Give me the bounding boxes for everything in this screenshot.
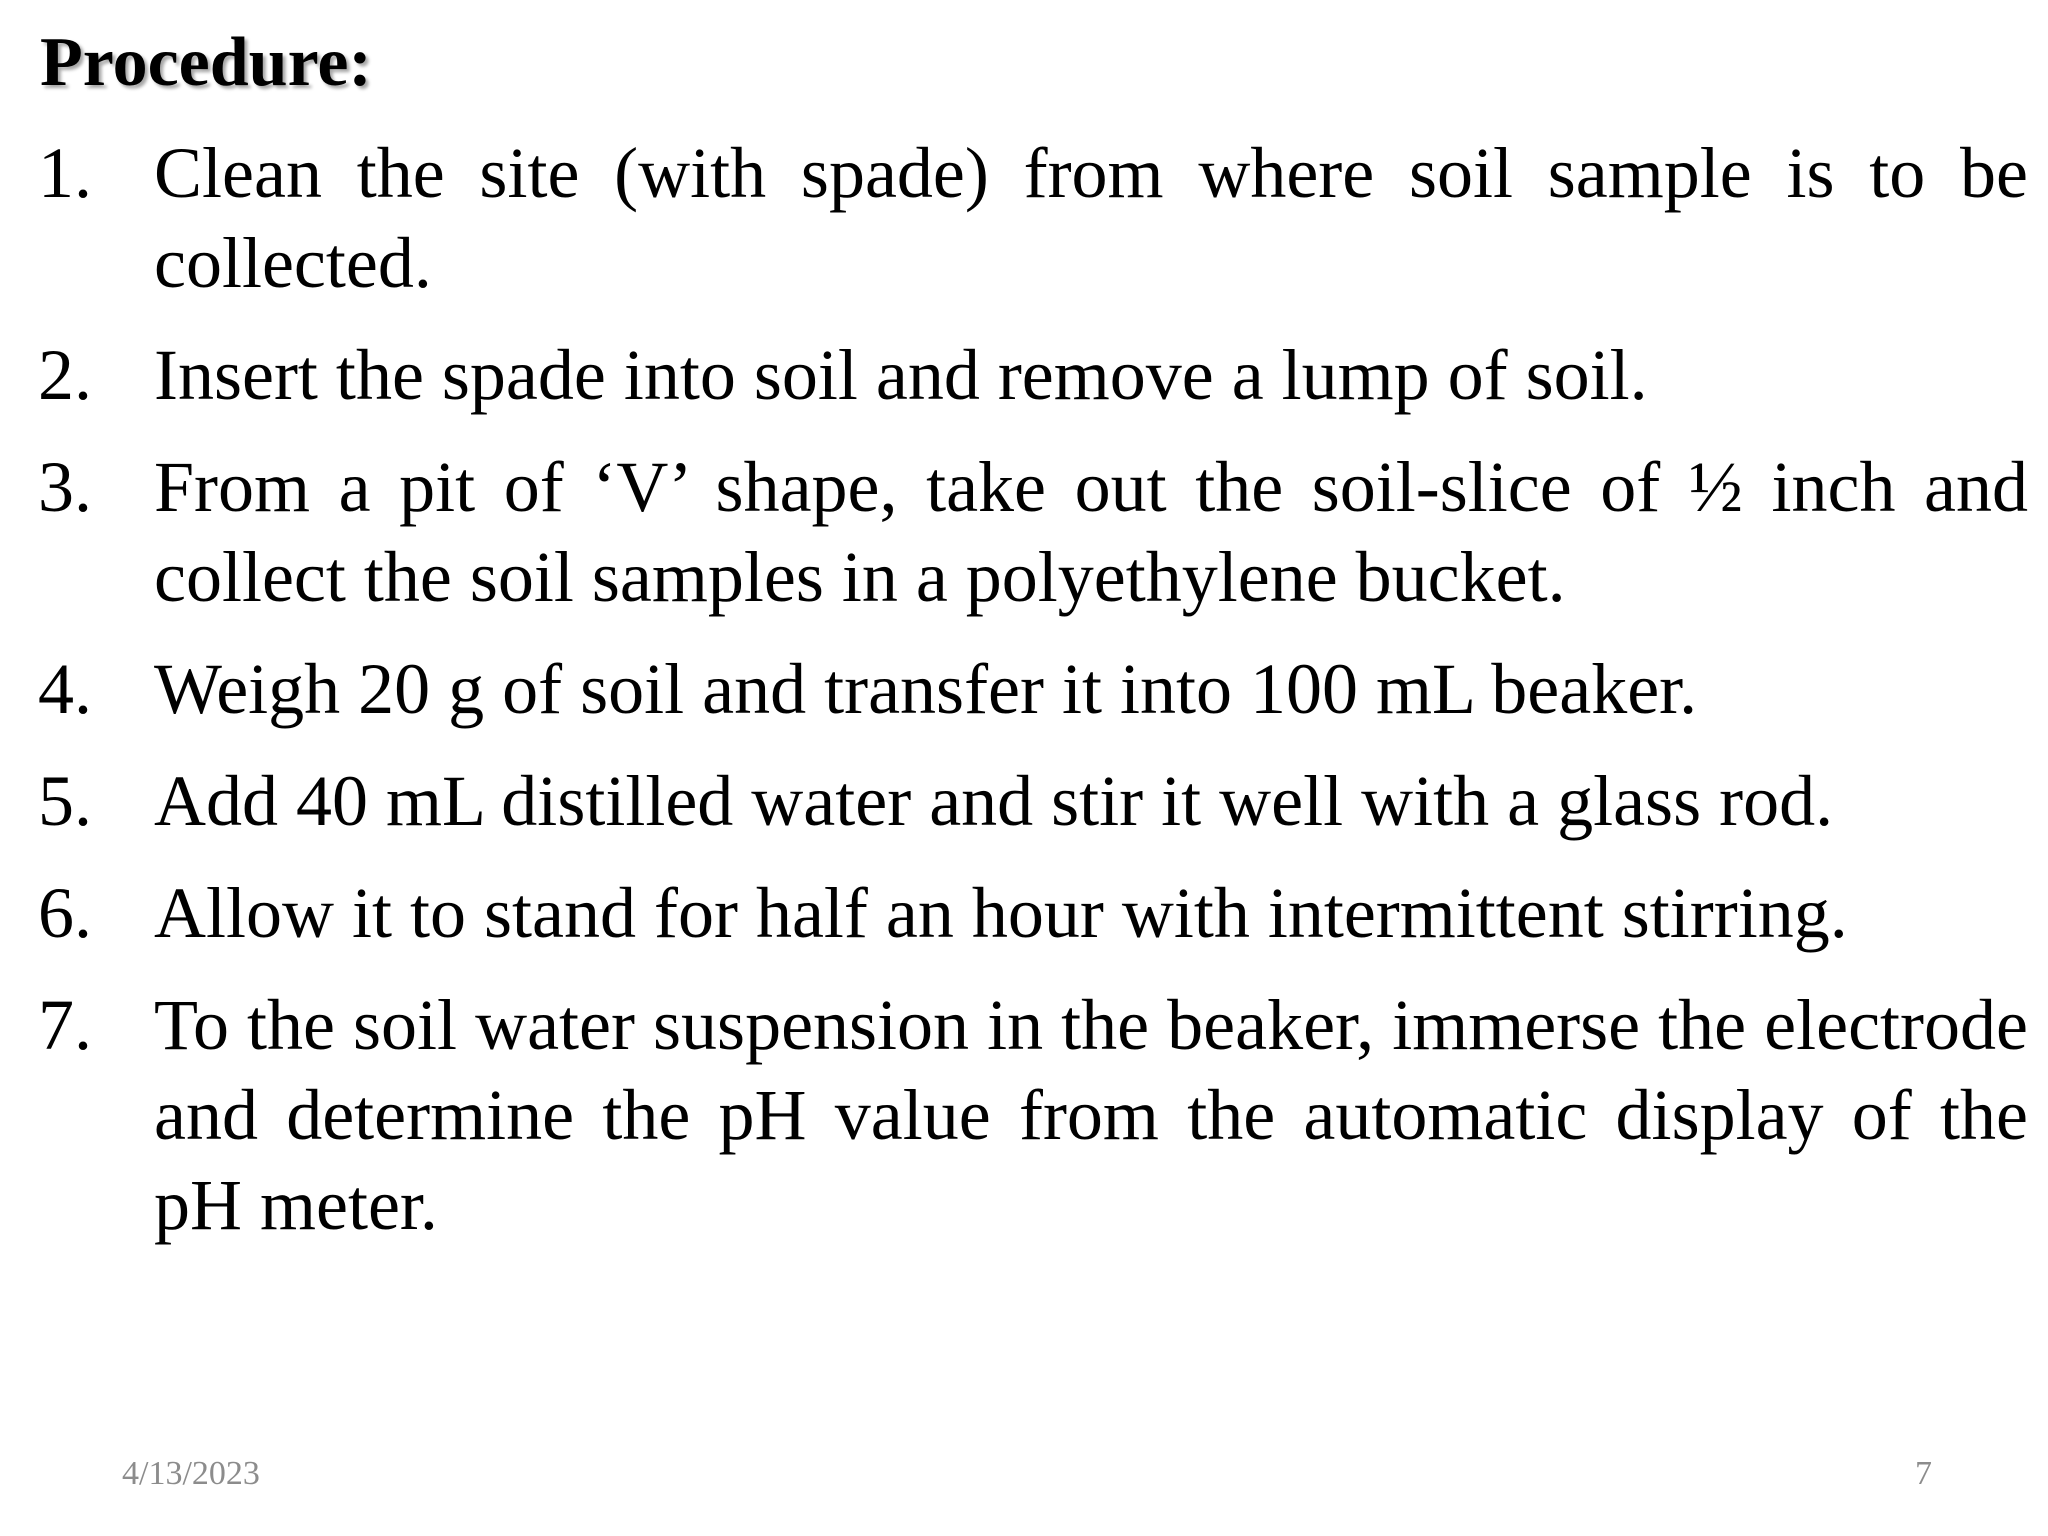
procedure-step-2 [38,330,2028,420]
step-text: Clean the site (with spade) from where soil sample is to be collected. [154,133,2028,303]
procedure-steps-list [38,128,2028,1272]
procedure-step-3 [38,442,2028,622]
step-number: 6. [38,873,92,953]
step-number: 5. [38,761,92,841]
step-text: To the soil water suspension in the beaker, immerse the electrode and determine the pH value from the automatic display of the pH meter. [154,985,2028,1245]
procedure-step-1 [38,128,2028,308]
step-number: 1. [38,133,92,213]
step-number: 4. [38,649,92,729]
step-text: Add 40 mL distilled water and stir it well with a glass rod. [154,761,1834,841]
step-text: Insert the spade into soil and remove a lump of soil. [154,335,1648,415]
procedure-step-6 [38,868,2028,958]
footer-date: 4/13/2023 [122,1455,260,1492]
step-text: From a pit of ‘V’ shape, take out the soil-slice of ½ inch and collect the soil samples in a polyethylene bucket. [154,447,2028,617]
slide-heading: Procedure: [40,24,372,101]
procedure-step-7 [38,980,2028,1250]
procedure-step-5 [38,756,2028,846]
step-text: Weigh 20 g of soil and transfer it into 100 mL beaker. [154,649,1698,729]
step-text: Allow it to stand for half an hour with intermittent stirring. [154,873,1848,953]
step-number: 2. [38,335,92,415]
procedure-step-4 [38,644,2028,734]
footer-page-number: 7 [1915,1455,1932,1492]
step-number: 3. [38,447,92,527]
step-number: 7. [38,985,92,1065]
